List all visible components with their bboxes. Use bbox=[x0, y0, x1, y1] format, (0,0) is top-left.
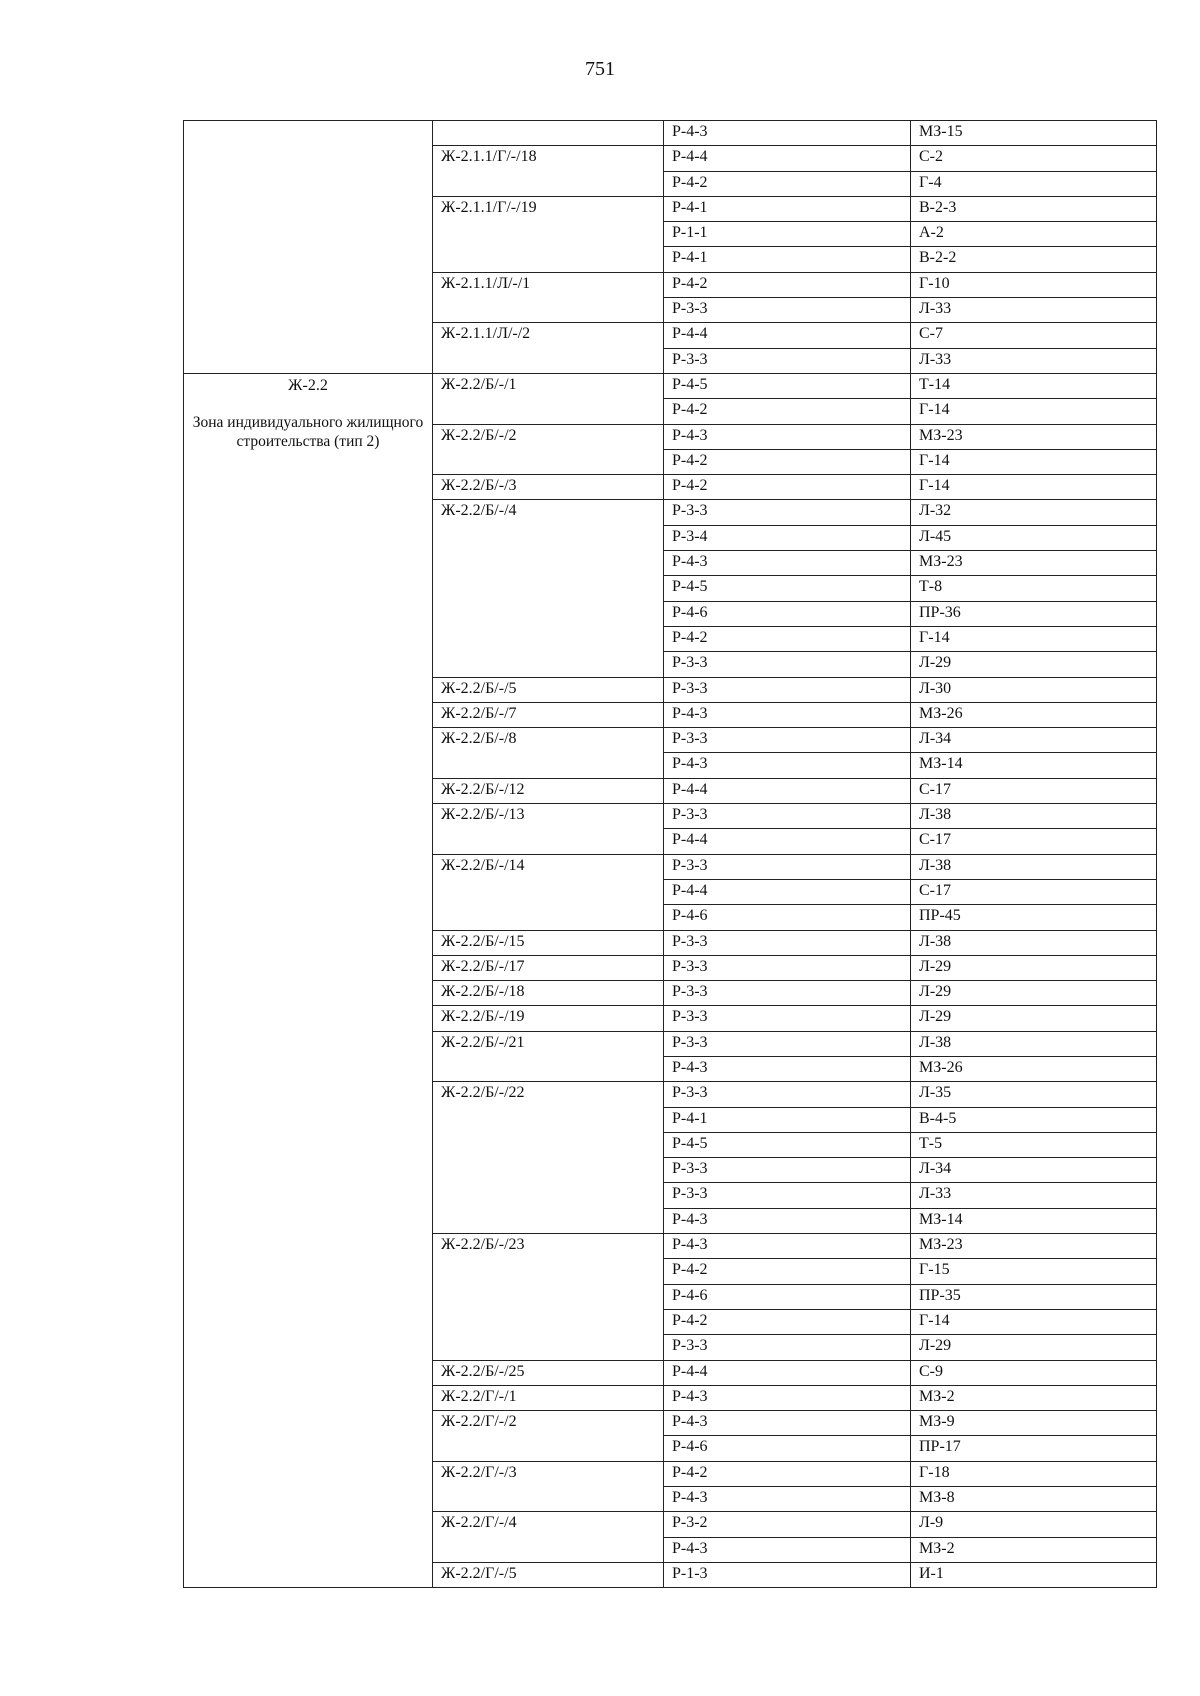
object-code-cell: Л-29 bbox=[911, 1006, 1157, 1031]
regulation-cell: Р-4-6 bbox=[664, 1436, 911, 1461]
regulation-cell: Р-4-2 bbox=[664, 449, 911, 474]
regulation-cell: Р-4-3 bbox=[664, 753, 911, 778]
regulation-cell: Р-4-4 bbox=[664, 879, 911, 904]
object-code-cell: Л-34 bbox=[911, 1158, 1157, 1183]
regulation-cell: Р-4-2 bbox=[664, 272, 911, 297]
block-code-cell: Ж-2.2/Б/-/2 bbox=[433, 424, 664, 475]
regulation-cell: Р-3-3 bbox=[664, 854, 911, 879]
regulation-cell: Р-3-3 bbox=[664, 981, 911, 1006]
regulation-cell: Р-4-3 bbox=[664, 1537, 911, 1562]
object-code-cell: МЗ-2 bbox=[911, 1385, 1157, 1410]
block-code-cell: Ж-2.2/Б/-/13 bbox=[433, 804, 664, 855]
regulation-cell: Р-4-3 bbox=[664, 702, 911, 727]
object-code-cell: ПР-36 bbox=[911, 601, 1157, 626]
regulation-cell: Р-4-1 bbox=[664, 196, 911, 221]
block-code-cell: Ж-2.2/Б/-/5 bbox=[433, 677, 664, 702]
regulation-cell: Р-4-3 bbox=[664, 551, 911, 576]
regulation-cell: Р-3-2 bbox=[664, 1512, 911, 1537]
regulation-cell: Р-4-3 bbox=[664, 424, 911, 449]
object-code-cell: Т-14 bbox=[911, 373, 1157, 398]
regulation-cell: Р-4-3 bbox=[664, 1385, 911, 1410]
block-code-cell: Ж-2.2/Г/-/3 bbox=[433, 1461, 664, 1512]
table-row bbox=[184, 121, 1157, 146]
regulation-cell: Р-3-3 bbox=[664, 652, 911, 677]
block-code-cell: Ж-2.2/Б/-/7 bbox=[433, 702, 664, 727]
object-code-cell: Л-30 bbox=[911, 677, 1157, 702]
regulation-cell: Р-3-3 bbox=[664, 1158, 911, 1183]
regulation-cell: Р-3-4 bbox=[664, 525, 911, 550]
object-code-cell: С-9 bbox=[911, 1360, 1157, 1385]
regulation-cell: Р-4-5 bbox=[664, 373, 911, 398]
block-code-cell: Ж-2.2/Б/-/15 bbox=[433, 930, 664, 955]
object-code-cell: Л-38 bbox=[911, 854, 1157, 879]
page-number: 751 bbox=[585, 58, 615, 80]
block-code-cell: Ж-2.2/Б/-/19 bbox=[433, 1006, 664, 1031]
block-code-cell: Ж-2.2/Б/-/22 bbox=[433, 1082, 664, 1234]
regulation-cell: Р-4-3 bbox=[664, 1234, 911, 1259]
regulation-cell: Р-3-3 bbox=[664, 804, 911, 829]
object-code-cell: И-1 bbox=[911, 1562, 1157, 1587]
block-code-cell: Ж-2.2/Б/-/4 bbox=[433, 500, 664, 677]
regulation-cell: Р-4-2 bbox=[664, 171, 911, 196]
object-code-cell: МЗ-23 bbox=[911, 1234, 1157, 1259]
block-code-cell: Ж-2.2/Б/-/14 bbox=[433, 854, 664, 930]
regulation-cell: Р-3-3 bbox=[664, 1335, 911, 1360]
regulation-cell: Р-4-5 bbox=[664, 1132, 911, 1157]
regulation-cell: Р-4-3 bbox=[664, 1487, 911, 1512]
block-code-cell: Ж-2.2/Г/-/2 bbox=[433, 1411, 664, 1462]
object-code-cell: Л-33 bbox=[911, 348, 1157, 373]
object-code-cell: Л-29 bbox=[911, 955, 1157, 980]
regulation-cell: Р-4-5 bbox=[664, 576, 911, 601]
object-code-cell: Г-10 bbox=[911, 272, 1157, 297]
regulation-cell: Р-4-4 bbox=[664, 146, 911, 171]
regulation-cell: Р-3-3 bbox=[664, 1031, 911, 1056]
regulation-cell: Р-4-6 bbox=[664, 601, 911, 626]
regulation-cell: Р-4-1 bbox=[664, 247, 911, 272]
object-code-cell: Л-45 bbox=[911, 525, 1157, 550]
regulation-cell: Р-4-2 bbox=[664, 1461, 911, 1486]
block-code-cell: Ж-2.1.1/Л/-/1 bbox=[433, 272, 664, 323]
regulation-cell: Р-4-4 bbox=[664, 778, 911, 803]
object-code-cell: Г-18 bbox=[911, 1461, 1157, 1486]
regulation-cell: Р-4-6 bbox=[664, 905, 911, 930]
object-code-cell: МЗ-26 bbox=[911, 702, 1157, 727]
zone-cell bbox=[184, 121, 433, 374]
object-code-cell: Г-14 bbox=[911, 399, 1157, 424]
block-code-cell: Ж-2.2/Б/-/3 bbox=[433, 475, 664, 500]
regulation-cell: Р-3-3 bbox=[664, 728, 911, 753]
block-code-cell: Ж-2.2/Г/-/1 bbox=[433, 1385, 664, 1410]
block-code-cell bbox=[433, 121, 664, 146]
regulation-cell: Р-4-3 bbox=[664, 1056, 911, 1081]
regulation-cell: Р-3-3 bbox=[664, 677, 911, 702]
block-code-cell: Ж-2.2/Г/-/4 bbox=[433, 1512, 664, 1563]
regulation-cell: Р-4-2 bbox=[664, 1259, 911, 1284]
regulation-cell: Р-3-3 bbox=[664, 1006, 911, 1031]
object-code-cell: Т-8 bbox=[911, 576, 1157, 601]
regulation-cell: Р-3-3 bbox=[664, 500, 911, 525]
object-code-cell: С-17 bbox=[911, 879, 1157, 904]
object-code-cell: МЗ-23 bbox=[911, 424, 1157, 449]
regulation-cell: Р-4-2 bbox=[664, 399, 911, 424]
zone-cell bbox=[184, 373, 433, 1587]
block-code-cell: Ж-2.1.1/Г/-/19 bbox=[433, 196, 664, 272]
object-code-cell: Г-4 bbox=[911, 171, 1157, 196]
block-code-cell: Ж-2.2/Б/-/18 bbox=[433, 981, 664, 1006]
object-code-cell: Г-14 bbox=[911, 449, 1157, 474]
object-code-cell: Л-32 bbox=[911, 500, 1157, 525]
regulation-cell: Р-3-3 bbox=[664, 298, 911, 323]
regulation-cell: Р-4-2 bbox=[664, 626, 911, 651]
object-code-cell: Л-33 bbox=[911, 298, 1157, 323]
object-code-cell: С-17 bbox=[911, 829, 1157, 854]
regulation-cell: Р-4-4 bbox=[664, 1360, 911, 1385]
regulation-cell: Р-1-1 bbox=[664, 222, 911, 247]
regulation-cell: Р-3-3 bbox=[664, 1082, 911, 1107]
object-code-cell: Г-15 bbox=[911, 1259, 1157, 1284]
object-code-cell: В-4-5 bbox=[911, 1107, 1157, 1132]
block-code-cell: Ж-2.1.1/Л/-/2 bbox=[433, 323, 664, 374]
object-code-cell: Л-33 bbox=[911, 1183, 1157, 1208]
regulation-cell: Р-4-6 bbox=[664, 1284, 911, 1309]
object-code-cell: Г-14 bbox=[911, 1309, 1157, 1334]
regulation-cell: Р-4-1 bbox=[664, 1107, 911, 1132]
block-code-cell: Ж-2.2/Б/-/23 bbox=[433, 1234, 664, 1360]
object-code-cell: Л-29 bbox=[911, 652, 1157, 677]
table-row bbox=[184, 373, 1157, 398]
zoning-table bbox=[183, 120, 1157, 1588]
regulation-cell: Р-4-4 bbox=[664, 323, 911, 348]
regulation-cell: Р-3-3 bbox=[664, 348, 911, 373]
zone-name: Зона индивидуального жилищного строительства (тип 2) bbox=[192, 413, 424, 450]
object-code-cell: Л-38 bbox=[911, 804, 1157, 829]
regulation-cell: Р-4-4 bbox=[664, 829, 911, 854]
regulation-cell: Р-4-3 bbox=[664, 1208, 911, 1233]
block-code-cell: Ж-2.2/Б/-/21 bbox=[433, 1031, 664, 1082]
object-code-cell: В-2-2 bbox=[911, 247, 1157, 272]
block-code-cell: Ж-2.2/Б/-/1 bbox=[433, 373, 664, 424]
object-code-cell: МЗ-2 bbox=[911, 1537, 1157, 1562]
object-code-cell: Л-29 bbox=[911, 981, 1157, 1006]
object-code-cell: С-7 bbox=[911, 323, 1157, 348]
regulation-cell: Р-4-2 bbox=[664, 1309, 911, 1334]
block-code-cell: Ж-2.2/Б/-/8 bbox=[433, 728, 664, 779]
object-code-cell: МЗ-15 bbox=[911, 121, 1157, 146]
regulation-cell: Р-4-2 bbox=[664, 475, 911, 500]
block-code-cell: Ж-2.2/Б/-/17 bbox=[433, 955, 664, 980]
regulation-cell: Р-3-3 bbox=[664, 955, 911, 980]
object-code-cell: С-2 bbox=[911, 146, 1157, 171]
block-code-cell: Ж-2.2/Б/-/25 bbox=[433, 1360, 664, 1385]
zone-code: Ж-2.2 bbox=[288, 376, 328, 394]
object-code-cell: Л-29 bbox=[911, 1335, 1157, 1360]
object-code-cell: МЗ-14 bbox=[911, 753, 1157, 778]
object-code-cell: МЗ-14 bbox=[911, 1208, 1157, 1233]
regulation-cell: Р-4-3 bbox=[664, 1411, 911, 1436]
object-code-cell: МЗ-8 bbox=[911, 1487, 1157, 1512]
regulation-cell: Р-4-3 bbox=[664, 121, 911, 146]
object-code-cell: ПР-35 bbox=[911, 1284, 1157, 1309]
object-code-cell: ПР-45 bbox=[911, 905, 1157, 930]
object-code-cell: Г-14 bbox=[911, 475, 1157, 500]
object-code-cell: Л-38 bbox=[911, 1031, 1157, 1056]
object-code-cell: МЗ-9 bbox=[911, 1411, 1157, 1436]
object-code-cell: Л-34 bbox=[911, 728, 1157, 753]
object-code-cell: С-17 bbox=[911, 778, 1157, 803]
block-code-cell: Ж-2.1.1/Г/-/18 bbox=[433, 146, 664, 197]
object-code-cell: Л-9 bbox=[911, 1512, 1157, 1537]
regulation-cell: Р-1-3 bbox=[664, 1562, 911, 1587]
object-code-cell: Т-5 bbox=[911, 1132, 1157, 1157]
object-code-cell: ПР-17 bbox=[911, 1436, 1157, 1461]
object-code-cell: Г-14 bbox=[911, 626, 1157, 651]
object-code-cell: МЗ-26 bbox=[911, 1056, 1157, 1081]
block-code-cell: Ж-2.2/Г/-/5 bbox=[433, 1562, 664, 1587]
regulation-cell: Р-3-3 bbox=[664, 1183, 911, 1208]
object-code-cell: МЗ-23 bbox=[911, 551, 1157, 576]
object-code-cell: А-2 bbox=[911, 222, 1157, 247]
object-code-cell: В-2-3 bbox=[911, 196, 1157, 221]
object-code-cell: Л-38 bbox=[911, 930, 1157, 955]
regulation-cell: Р-3-3 bbox=[664, 930, 911, 955]
block-code-cell: Ж-2.2/Б/-/12 bbox=[433, 778, 664, 803]
object-code-cell: Л-35 bbox=[911, 1082, 1157, 1107]
